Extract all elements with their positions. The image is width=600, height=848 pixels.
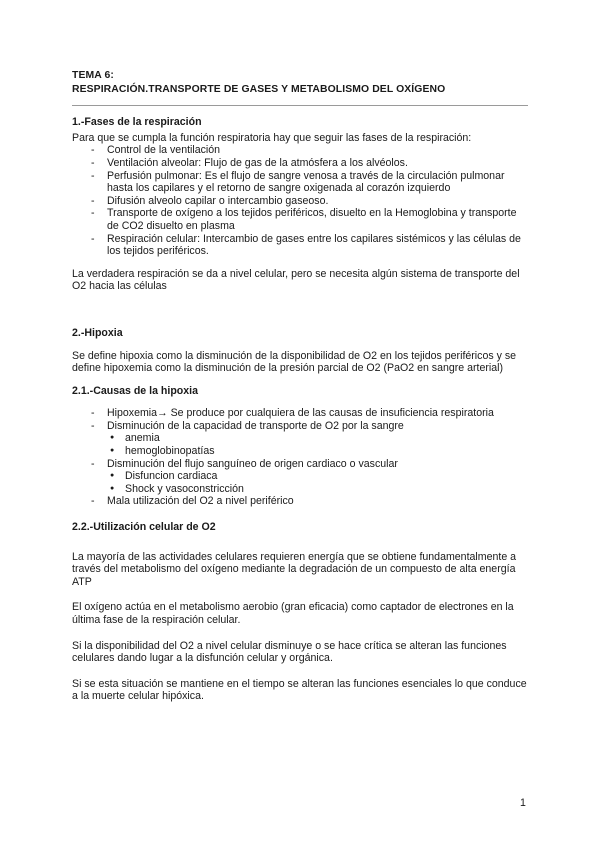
list-item: - Control de la ventilación [91, 144, 528, 157]
section-1-intro: Para que se cumpla la función respiratoria hay que seguir las fases de la respiración: [72, 131, 472, 144]
list-item: - Difusión alveolo capilar o intercambio gaseoso. [91, 195, 528, 208]
list-item: - Mala utilización del O2 a nivel periférico [91, 495, 528, 508]
paragraph: Si la disponibilidad del O2 a nivel celular disminuye o se hace crítica se alteran las funciones celulares dando lugar a la disfunción celular y orgánica. [72, 639, 507, 665]
list-item: - Ventilación alveolar: Flujo de gas de la atmósfera a los alvéolos. [91, 157, 528, 170]
section-1-closing: La verdadera respiración se da a nivel celular, pero se necesita algún sistema de transporte del O2 hacia las células [72, 267, 520, 293]
list-item: - Perfusión pulmonar: Es el flujo de sangre venosa a través de la circulación pulmonar hasta los capilares y el retorno de sangre oxigenada al corazón izquierdo [91, 170, 528, 195]
section-1-heading: 1.-Fases de la respiración [72, 116, 202, 129]
topic-label: TEMA 6: [72, 70, 114, 81]
list-item: - Hipoxemia→ Se produce por cualquiera de las causas de insuficiencia respiratoria [91, 407, 528, 420]
respiration-phases-list [72, 144, 528, 257]
section-2-heading: 2.-Hipoxia [72, 326, 123, 339]
sublist-item: ● Disfuncion cardiaca [110, 470, 528, 483]
sublist-item: ● anemia [110, 432, 528, 445]
list-item [91, 420, 528, 433]
section-2-2-heading: 2.2.-Utilización celular de O2 [72, 521, 216, 534]
list-item: - Disminución del flujo sanguíneo de origen cardiaco o vascular [91, 458, 528, 471]
sublist-item: ● hemoglobinopatías [110, 445, 528, 458]
document-page [72, 70, 528, 703]
list-item: - Transporte de oxígeno a los tejidos periféricos, disuelto en la Hemoglobina y transporte de CO2 disuelto en plasma [91, 207, 528, 232]
paragraph: El oxígeno actúa en el metabolismo aerobio (gran eficacia) como captador de electrones en la última fase de la respiración celular. [72, 601, 514, 626]
paragraph: La mayoría de las actividades celulares requieren energía que se obtiene fundamentalmente a través del metabolismo del oxígeno mediante la degradación de un compuesto de alta energía ATP [72, 550, 517, 588]
paragraph: Si se esta situación se mantiene en el tiempo se alteran las funciones esenciales lo que conduce a la muerte celular hipóxica. [72, 677, 527, 703]
hypoxia-causes-list [72, 407, 528, 432]
document-title: RESPIRACIÓN.TRANSPORTE DE GASES Y METABOLISMO DEL OXÍGENO [72, 83, 446, 95]
page-number: 1 [520, 797, 526, 809]
title-divider [72, 105, 528, 106]
hypoxia-causes-list-end [72, 495, 528, 508]
sublist-item: ● Shock y vasoconstricción [110, 483, 528, 496]
section-2-text: Se define hipoxia como la disminución de la disponibilidad de O2 en los tejidos periféricos y se define hipoxemia como la disminución de la presión parcial de O2 (PaO2 en sangre arterial) [72, 349, 517, 375]
transport-causes-sublist [72, 432, 528, 457]
hypoxia-causes-list-cont [72, 458, 528, 471]
section-2-1-heading: 2.1.-Causas de la hipoxia [72, 384, 198, 397]
list-item: - Respiración celular: Intercambio de gases entre los capilares sistémicos y las células de los tejidos periféricos. [91, 233, 528, 258]
list-item-text: Disminución de la capacidad de transporte de O2 por la sangre [107, 419, 404, 432]
flow-causes-sublist [72, 470, 528, 495]
